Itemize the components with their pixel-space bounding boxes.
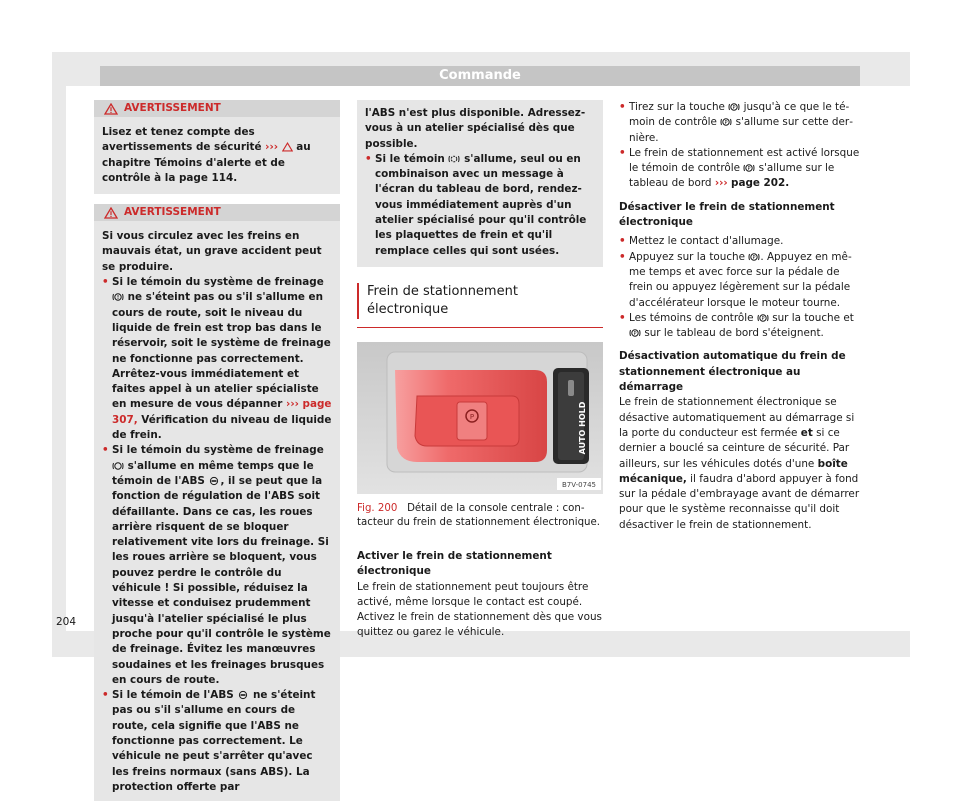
- arrow-symbol: ›››: [286, 398, 299, 411]
- svg-text:P: P: [761, 315, 765, 322]
- warning-box-2-continued: [357, 100, 603, 267]
- column-middle: [357, 100, 603, 641]
- warning-box-1: [94, 100, 340, 194]
- warning-bullet-3: • Si le témoin de l'ABS ne s'éteint pas ou s'il s'allume en cours de route, cela signifie que l'ABS ne fonctionne pas correctement. Le véhicule ne peut s'arrêter qu'avec les freins normaux (sans ABS). La protection offerte par: [102, 688, 332, 795]
- warning-bullet-1: • Si le témoin du système de freinage ! ne s'éteint pas ou s'il s'allume en cours de route, soit le niveau du liquide de frein est trop bas dans le réservoir, soit le système de freinage ne fonctionne pas correctement. Arrêtez-vous immédiatement et faites appel à un atelier spécialiste en mesure de vous dépanner ››› page 307, Vérification du niveau de liquide de frein.: [102, 275, 332, 443]
- abs-warning-icon: [208, 476, 220, 486]
- parking-brake-icon: [720, 117, 732, 127]
- svg-text:!: !: [116, 295, 120, 302]
- warning-link-1[interactable]: au chapitre Témoins d'alerte et de contrôle à la page 114.: [102, 141, 311, 184]
- activate-text: Le frein de stationnement peut toujours être activé, même lorsque le contact est coupé. Activez le frein de stationnement dès que vous quittez ou garez le véhicule.: [357, 580, 602, 639]
- brake-pad-icon: [448, 154, 460, 164]
- warning-intro: Si vous circulez avec les freins en mauvais état, un grave accident peut se produire.: [102, 230, 322, 273]
- warning-triangle-icon: [104, 207, 118, 219]
- auto-heading: Désactivation automatique du frein de stationnement électronique au démarrage: [619, 350, 846, 394]
- section-title: Frein de stationnement électronique: [357, 283, 603, 319]
- warning-text-1: Lisez et tenez compte des avertissements de sécurité ››› au chapitre Témoins d'alerte et de contrôle à la page 114.: [102, 126, 311, 184]
- chapter-header: Commande: [100, 66, 860, 86]
- figure-code: B7V-0745: [562, 480, 596, 489]
- deactivate-step-1: • Mettez le contact d'allumage.: [619, 234, 863, 249]
- section-rule: [357, 327, 603, 328]
- warning-bullet-4: • Si le témoin s'allume, seul ou en combinaison avec un message à l'écran du tableau de bord, rendez-vous immédiatement auprès d'un atelier spécialisé pour qu'il contrôle les plaquettes de frein et qu'il remplace celles qui sont usées.: [365, 152, 595, 259]
- warning-label-2: AVERTISSEMENT: [124, 206, 221, 219]
- svg-text:P: P: [633, 331, 637, 338]
- parking-brake-icon: [629, 328, 641, 338]
- parking-brake-icon: [748, 252, 760, 262]
- parking-brake-icon: [743, 163, 755, 173]
- warning-label-1: AVERTISSEMENT: [124, 102, 221, 114]
- svg-text:P: P: [747, 166, 751, 173]
- activate-step-2: • Le frein de stationnement est activé lorsque le témoin de contrôle P s'allume sur le tableau de bord ››› page 202.: [619, 146, 863, 192]
- parking-brake-icon: [728, 102, 740, 112]
- svg-text:P: P: [732, 105, 736, 111]
- page-number: 204: [56, 616, 77, 628]
- abs-warning-icon: [237, 690, 249, 700]
- warning-header-1: [94, 100, 340, 117]
- parking-brake-switch-illustration: [357, 342, 603, 494]
- deactivate-heading: Désactiver le frein de stationnement électronique: [619, 200, 835, 229]
- figure-parking-brake: [357, 342, 603, 494]
- warning-box-2: [94, 204, 340, 801]
- svg-text:P: P: [724, 120, 728, 127]
- warning-continued-text: l'ABS n'est plus disponible. Adressez-vous à un atelier spécialisé dès que possible.: [365, 107, 586, 150]
- brake-warning-icon: [112, 461, 124, 471]
- brake-warning-icon: [112, 292, 124, 302]
- parking-brake-icon: [757, 313, 769, 323]
- auto-hold-label: AUTO HOLD: [578, 401, 587, 455]
- arrow-symbol: ›››: [714, 177, 728, 190]
- warning-triangle-icon: [282, 142, 293, 152]
- figure-number: Fig. 200: [357, 502, 398, 514]
- column-left: [94, 100, 340, 811]
- svg-text:P: P: [752, 254, 756, 261]
- deactivate-step-3: • Les témoins de contrôle P sur la touche et P sur le tableau de bord s'éteignent.: [619, 311, 863, 342]
- column-right: [619, 100, 863, 533]
- activate-step-1: • Tirez sur la touche P jusqu'à ce que le témoin de contrôle P s'allume sur cette dernière.: [619, 100, 863, 146]
- svg-text:P: P: [469, 412, 475, 421]
- warning-bullet-2: • Si le témoin du système de freinage s'allume en même temps que le témoin de l'ABS , il se peut que la fonction de régulation de l'ABS soit défaillante. Dans ce cas, les roues arrière risquent de se bloquer relativement vite lors du freinage. Si les roues arrière se bloquent, vous pouvez perdre le contrôle du véhicule ! Si possible, réduisez la vitesse et conduisez prudemment jusqu'à l'atelier spécialisé le plus proche pour qu'il contrôle le système de freinage. Évitez les manœuvres soudaines et les freinages brusques en cours de route.: [102, 443, 332, 688]
- auto-text: Le frein de stationnement électronique se désactive automatiquement au démarrage si la porte du conducteur est fermée et si ce dernier a bouclé sa ceinture de sécurité. Par ailleurs, sur les véhicules dotés d'une boîte mécanique, il faudra d'abord appuyer à fond sur la pédale d'embrayage avant de démarrer pour que le système reconnaisse qu'il doit désactiver le frein de stationnement.: [619, 396, 860, 531]
- link-page-307[interactable]: page 307,: [112, 398, 332, 426]
- warning-triangle-icon: [104, 103, 118, 115]
- arrow-symbol: ›››: [265, 141, 279, 154]
- warning-header-2: [94, 204, 340, 221]
- activate-heading: Activer le frein de stationnement électronique: [357, 549, 552, 578]
- figure-caption: Fig. 200 Détail de la console centrale : contacteur du frein de stationnement électronique.: [357, 502, 601, 529]
- link-page-202[interactable]: page 202.: [731, 177, 790, 190]
- deactivate-step-2: • Appuyez sur la touche P . Appuyez en même temps et avec force sur la pédale de frein ou appuyez légèrement sur la pédale d'accélérateur lorsque le moteur tourne.: [619, 250, 863, 311]
